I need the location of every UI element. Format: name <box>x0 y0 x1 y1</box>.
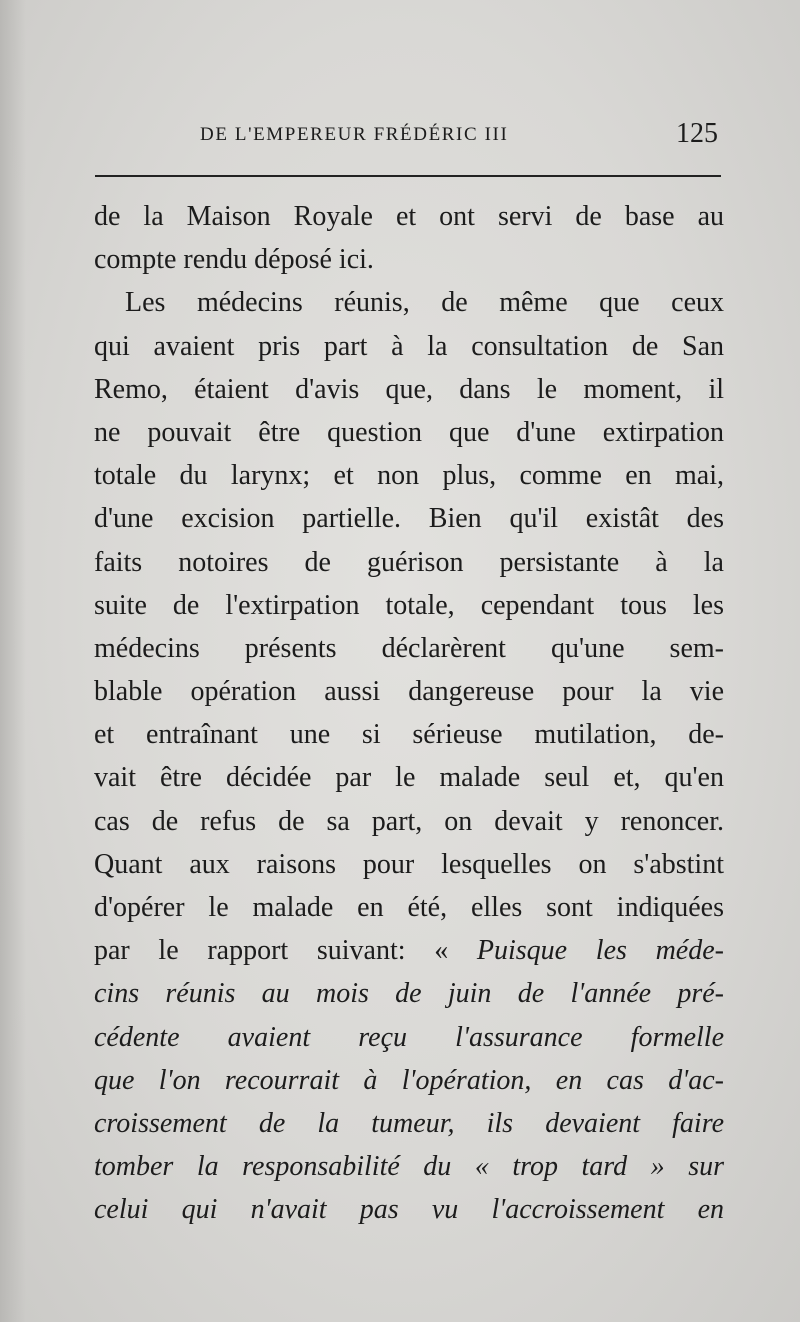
page-gutter-shadow <box>0 0 26 1322</box>
running-head: DE L'EMPEREUR FRÉDÉRIC III <box>200 124 509 145</box>
quotation-text: celui qui n'avait pas vu l'accroissement en <box>94 1194 724 1226</box>
italic-line <box>94 972 724 1015</box>
paragraph-first-line: Les médecins réunis, de même que ceux <box>125 287 724 319</box>
text-line: totale du larynx; et non plus, comme en mai, <box>94 460 724 492</box>
text-line: cas de refus de sa part, on devait y renoncer. <box>94 805 724 837</box>
italic-line <box>94 1059 724 1102</box>
text-line: suite de l'extirpation totale, cependant tous les <box>94 589 724 621</box>
text-line-mixed <box>94 929 724 972</box>
italic-line <box>94 1102 724 1145</box>
text-line: et entraînant une si sérieuse mutilation, de- <box>94 719 724 751</box>
text-line: compte rendu déposé ici. <box>94 244 374 276</box>
quotation-text: croissement de la tumeur, ils devaient faire <box>94 1107 724 1139</box>
text-line: ne pouvait être question que d'une extirpation <box>94 416 724 448</box>
header-rule <box>95 175 721 177</box>
body-text <box>94 195 724 1232</box>
italic-line <box>94 1145 724 1188</box>
text-line: d'opérer le malade en été, elles sont indiquées <box>94 892 724 923</box>
text-line: médecins présents déclarèrent qu'une sem- <box>94 632 724 664</box>
text-line: d'une excision partielle. Bien qu'il existât des <box>94 503 724 535</box>
italic-line <box>94 1188 724 1231</box>
text-line: vait être décidée par le malade seul et, qu'en <box>94 762 724 794</box>
text-line: blable opération aussi dangereuse pour la vie <box>94 676 724 708</box>
text-line: qui avaient pris part à la consultation de San <box>94 330 724 362</box>
text-line: de la Maison Royale et ont servi de base au <box>94 201 724 232</box>
quotation-text: que l'on recourrait à l'opération, en cas d'ac- <box>94 1064 724 1096</box>
text-line: faits notoires de guérison persistante à la <box>94 546 724 578</box>
quotation-text: cédente avaient reçu l'assurance formelle <box>94 1021 724 1053</box>
text-line: Quant aux raisons pour lesquelles on s'abstint <box>94 848 724 880</box>
quotation-text: tomber la responsabilité du « trop tard » sur <box>94 1151 724 1183</box>
quotation-text: cins réunis au mois de juin de l'année pré- <box>94 978 724 1010</box>
page-number: 125 <box>676 118 718 149</box>
text-roman: par le rapport suivant: « <box>94 935 477 967</box>
text-italic: Puisque les méde- <box>476 935 724 967</box>
italic-line <box>94 1016 724 1059</box>
text-line: Remo, étaient d'avis que, dans le moment, il <box>94 373 724 405</box>
